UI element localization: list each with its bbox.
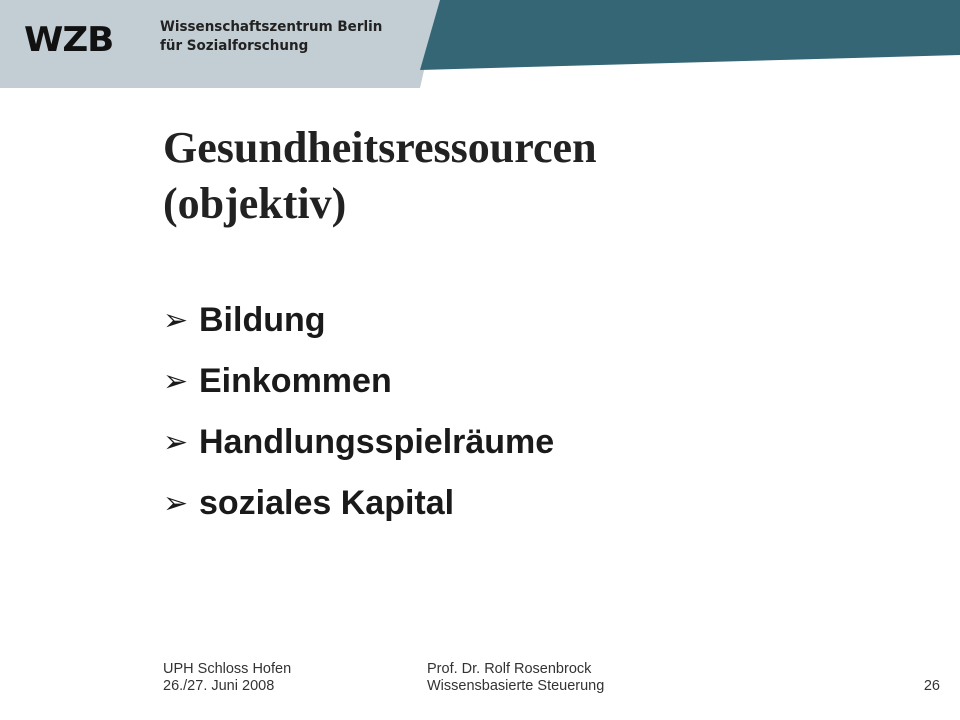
footer-author (427, 661, 604, 695)
bullet-text: Einkommen (199, 362, 392, 400)
slide-title-line1: Gesundheitsressourcen (163, 123, 597, 172)
header-band-dark (420, 0, 960, 70)
bullet-item (163, 473, 554, 534)
bullet-list (163, 290, 554, 534)
footer-event-date: 26./27. Juni 2008 (163, 678, 275, 694)
bullet-text: Bildung (199, 301, 326, 339)
slide-title-line2: (objektiv) (163, 179, 347, 228)
wzb-logo: WZB (24, 20, 114, 60)
slide-title (163, 120, 597, 232)
header-band (0, 0, 960, 88)
bullet-text: soziales Kapital (199, 484, 455, 522)
arrow-bullet-icon: ➢ (163, 486, 189, 521)
footer-author-name: Prof. Dr. Rolf Rosenbrock (427, 661, 592, 677)
bullet-item (163, 412, 554, 473)
page-number: 26 (923, 678, 940, 694)
arrow-bullet-icon: ➢ (163, 364, 189, 399)
footer-talk-title: Wissensbasierte Steuerung (427, 678, 605, 694)
organization-name-line2: für Sozialforschung (160, 38, 309, 54)
bullet-text: Handlungsspielräume (199, 423, 555, 461)
organization-name (160, 18, 382, 56)
arrow-bullet-icon: ➢ (163, 425, 189, 460)
organization-name-line1: Wissenschaftszentrum Berlin (160, 19, 383, 35)
bullet-item (163, 290, 554, 351)
footer-event-name: UPH Schloss Hofen (163, 661, 292, 677)
bullet-item (163, 351, 554, 412)
footer-event (163, 661, 291, 695)
arrow-bullet-icon: ➢ (163, 303, 189, 338)
